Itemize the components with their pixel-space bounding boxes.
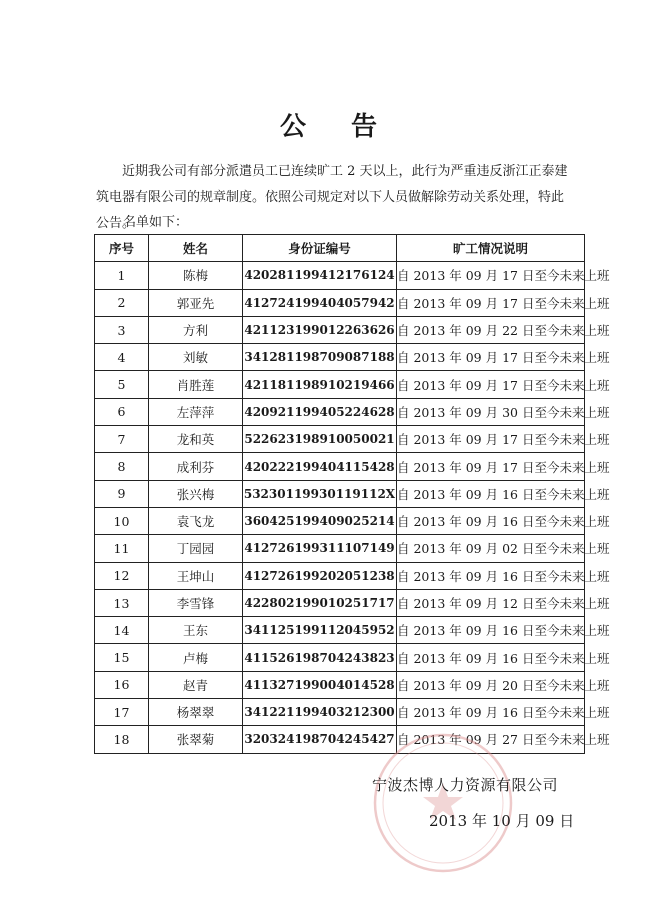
header-name: 姓名 [149, 235, 243, 262]
row-absence-description: 自 2013 年 09 月 30 日至今未来上班 [397, 398, 585, 425]
table-row [95, 371, 585, 398]
row-absence-description: 自 2013 年 09 月 02 日至今未来上班 [397, 535, 585, 562]
row-absence-description: 自 2013 年 09 月 16 日至今未来上班 [397, 699, 585, 726]
header-id-number: 身份证编号 [243, 235, 397, 262]
row-id-number: 421123199012263626 [243, 316, 397, 343]
row-name: 成利芬 [149, 453, 243, 480]
table-row [95, 453, 585, 480]
table-row [95, 699, 585, 726]
table-row [95, 726, 585, 753]
row-id-number: 420222199404115428 [243, 453, 397, 480]
row-id-number: 360425199409025214 [243, 507, 397, 534]
row-absence-description: 自 2013 年 09 月 16 日至今未来上班 [397, 507, 585, 534]
table-row [95, 344, 585, 371]
row-absence-description: 自 2013 年 09 月 17 日至今未来上班 [397, 453, 585, 480]
notice-title: 公 告 [279, 112, 396, 142]
row-serial-number: 6 [95, 398, 149, 425]
row-serial-number: 4 [95, 344, 149, 371]
row-absence-description: 自 2013 年 09 月 22 日至今未来上班 [397, 316, 585, 343]
table-row [95, 589, 585, 616]
row-name: 卢梅 [149, 644, 243, 671]
table-header-row [95, 235, 585, 262]
row-absence-description: 自 2013 年 09 月 16 日至今未来上班 [397, 562, 585, 589]
row-serial-number: 3 [95, 316, 149, 343]
row-id-number: 320324198704245427 [243, 726, 397, 753]
row-id-number: 341221199403212300 [243, 699, 397, 726]
row-id-number: 412726199202051238 [243, 562, 397, 589]
row-serial-number: 18 [95, 726, 149, 753]
dismissal-roster-table [94, 234, 610, 754]
row-name: 左萍萍 [149, 398, 243, 425]
row-name: 龙和英 [149, 426, 243, 453]
row-absence-description: 自 2013 年 09 月 17 日至今未来上班 [397, 426, 585, 453]
row-name: 赵青 [149, 671, 243, 698]
table-row [95, 507, 585, 534]
table-row [95, 671, 585, 698]
header-absence-description: 旷工情况说明 [397, 235, 585, 262]
row-name: 李雪锋 [149, 589, 243, 616]
row-name: 丁园园 [149, 535, 243, 562]
row-serial-number: 11 [95, 535, 149, 562]
row-id-number: 411526198704243823 [243, 644, 397, 671]
table-row [95, 316, 585, 343]
table-row [95, 480, 585, 507]
row-id-number: 420921199405224628 [243, 398, 397, 425]
row-serial-number: 2 [95, 289, 149, 316]
row-serial-number: 12 [95, 562, 149, 589]
table-row [95, 644, 585, 671]
table-row [95, 426, 585, 453]
table-row [95, 289, 585, 316]
row-absence-description: 自 2013 年 09 月 12 日至今未来上班 [397, 589, 585, 616]
header-serial-number: 序号 [95, 235, 149, 262]
row-id-number: 420281199412176124 [243, 262, 397, 289]
row-absence-description: 自 2013 年 09 月 17 日至今未来上班 [397, 262, 585, 289]
table-row [95, 562, 585, 589]
row-absence-description: 自 2013 年 09 月 20 日至今未来上班 [397, 671, 585, 698]
signature-company: 宁波杰博人力资源有限公司 [372, 776, 559, 794]
row-name: 肖胜莲 [149, 371, 243, 398]
row-serial-number: 15 [95, 644, 149, 671]
row-id-number: 412724199404057942 [243, 289, 397, 316]
row-serial-number: 1 [95, 262, 149, 289]
row-serial-number: 10 [95, 507, 149, 534]
row-id-number: 421181198910219466 [243, 371, 397, 398]
row-serial-number: 8 [95, 453, 149, 480]
table-row [95, 398, 585, 425]
row-name: 刘敏 [149, 344, 243, 371]
row-name: 郭亚先 [149, 289, 243, 316]
row-serial-number: 9 [95, 480, 149, 507]
row-serial-number: 14 [95, 617, 149, 644]
row-serial-number: 5 [95, 371, 149, 398]
row-id-number: 522623198910050021 [243, 426, 397, 453]
row-id-number: 411327199004014528 [243, 671, 397, 698]
row-name: 张兴梅 [149, 480, 243, 507]
row-absence-description: 自 2013 年 09 月 16 日至今未来上班 [397, 617, 585, 644]
row-name: 张翠菊 [149, 726, 243, 753]
row-name: 王东 [149, 617, 243, 644]
row-name: 杨翠翠 [149, 699, 243, 726]
row-absence-description: 自 2013 年 09 月 17 日至今未来上班 [397, 371, 585, 398]
row-id-number: 53230119930119112X [243, 480, 397, 507]
row-name: 王坤山 [149, 562, 243, 589]
table-body [95, 262, 610, 753]
row-serial-number: 13 [95, 589, 149, 616]
row-serial-number: 7 [95, 426, 149, 453]
row-serial-number: 16 [95, 671, 149, 698]
list-intro: 名单如下： [123, 215, 189, 230]
row-absence-description: 自 2013 年 09 月 27 日至今未来上班 [397, 726, 585, 753]
row-absence-description: 自 2013 年 09 月 17 日至今未来上班 [397, 344, 585, 371]
row-id-number: 412726199311107149 [243, 535, 397, 562]
row-name: 陈梅 [149, 262, 243, 289]
row-serial-number: 17 [95, 699, 149, 726]
notice-paragraph: 近期我公司有部分派遣员工已连续旷工 2 天以上，此行为严重违反浙江正泰建筑电器有限公司的规章制度。依照公司规定对以下人员做解除劳动关系处理，特此公告。 [96, 164, 568, 231]
row-absence-description: 自 2013 年 09 月 17 日至今未来上班 [397, 289, 585, 316]
row-name: 方利 [149, 316, 243, 343]
table-row [95, 262, 585, 289]
row-absence-description: 自 2013 年 09 月 16 日至今未来上班 [397, 644, 585, 671]
row-id-number: 422802199010251717 [243, 589, 397, 616]
table-row [95, 535, 585, 562]
row-id-number: 341281198709087188 [243, 344, 397, 371]
row-id-number: 341125199112045952 [243, 617, 397, 644]
table-row [95, 617, 585, 644]
row-name: 袁飞龙 [149, 507, 243, 534]
signature-date: 2013 年 10 月 09 日 [429, 812, 575, 830]
row-absence-description: 自 2013 年 09 月 16 日至今未来上班 [397, 480, 585, 507]
